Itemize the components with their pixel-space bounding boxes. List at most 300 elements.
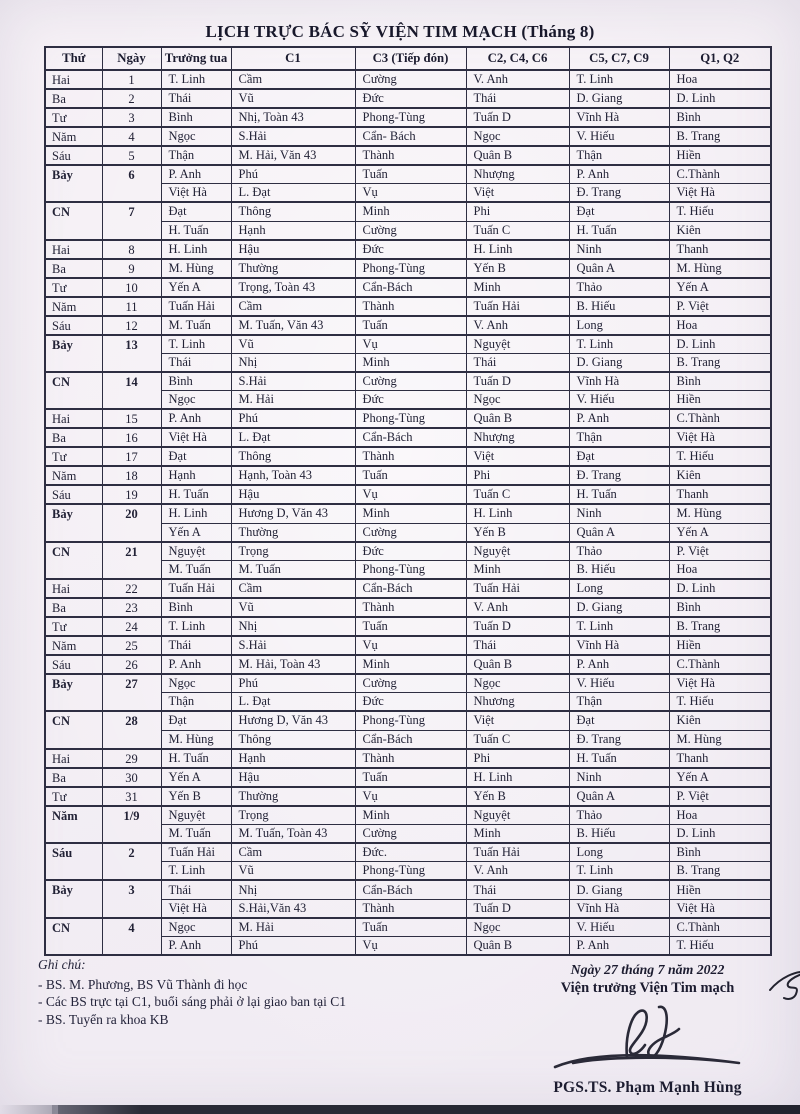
cell-ngay: 19 bbox=[102, 485, 161, 504]
table-body bbox=[45, 70, 771, 955]
cell-c5c7c9: H. Tuấn bbox=[569, 221, 669, 240]
cell-truong-tua: Đạt bbox=[161, 202, 231, 221]
cell-c3: Phong-Tùng bbox=[355, 259, 466, 278]
table-row bbox=[45, 127, 771, 146]
table-row bbox=[45, 918, 771, 937]
cell-ngay: 25 bbox=[102, 636, 161, 655]
cell-q1q2: Hiền bbox=[669, 146, 771, 165]
cell-q1q2: Yến A bbox=[669, 768, 771, 787]
cell-c5c7c9: P. Anh bbox=[569, 409, 669, 428]
cell-q1q2: Yến A bbox=[669, 523, 771, 542]
cell-c1: Hương D, Văn 43 bbox=[231, 711, 355, 730]
cell-c3: Vụ bbox=[355, 636, 466, 655]
cell-c5c7c9: Long bbox=[569, 316, 669, 335]
table-row bbox=[45, 409, 771, 428]
cell-c5c7c9: Đ. Trang bbox=[569, 730, 669, 749]
cell-q1q2: P. Việt bbox=[669, 787, 771, 806]
cell-ngay: 1 bbox=[102, 70, 161, 89]
cell-truong-tua: Ngọc bbox=[161, 674, 231, 693]
cell-c2c4c6: Tuấn Hải bbox=[466, 843, 569, 862]
cell-thu: Ba bbox=[45, 768, 102, 787]
cell-c5c7c9: Vĩnh Hà bbox=[569, 372, 669, 391]
cell-c1: Hạnh bbox=[231, 749, 355, 768]
cell-thu: Sáu bbox=[45, 146, 102, 165]
cell-c3: Cường bbox=[355, 824, 466, 843]
cell-c1: S.Hải bbox=[231, 127, 355, 146]
cell-q1q2: Thanh bbox=[669, 240, 771, 259]
cell-thu: Sáu bbox=[45, 485, 102, 504]
cell-ngay: 10 bbox=[102, 278, 161, 297]
cell-ngay: 4 bbox=[102, 918, 161, 955]
scan-edge-artifact bbox=[52, 1105, 800, 1114]
cell-c1: Hậu bbox=[231, 240, 355, 259]
cell-truong-tua: M. Tuấn bbox=[161, 316, 231, 335]
cell-truong-tua: Thận bbox=[161, 146, 231, 165]
cell-c1: Phú bbox=[231, 165, 355, 184]
cell-q1q2: Việt Hà bbox=[669, 899, 771, 918]
cell-c2c4c6: Việt bbox=[466, 447, 569, 466]
cell-q1q2: Kiên bbox=[669, 466, 771, 485]
table-row bbox=[45, 617, 771, 636]
cell-c5c7c9: Thận bbox=[569, 693, 669, 712]
cell-c2c4c6: Thái bbox=[466, 89, 569, 108]
cell-c2c4c6: Tuấn D bbox=[466, 108, 569, 127]
cell-q1q2: Hoa bbox=[669, 70, 771, 89]
cell-c3: Tuấn bbox=[355, 316, 466, 335]
table-row bbox=[45, 711, 771, 730]
cell-ngay: 16 bbox=[102, 428, 161, 447]
cell-c1: Cầm bbox=[231, 843, 355, 862]
cell-c1: Thường bbox=[231, 259, 355, 278]
cell-c2c4c6: V. Anh bbox=[466, 70, 569, 89]
cell-q1q2: Hiền bbox=[669, 636, 771, 655]
cell-truong-tua: Thái bbox=[161, 353, 231, 372]
column-header: Trưởng tua bbox=[161, 47, 231, 70]
cell-ngay: 2 bbox=[102, 843, 161, 880]
cell-c1: S.Hải,Văn 43 bbox=[231, 899, 355, 918]
cell-c3: Đức. bbox=[355, 843, 466, 862]
table-row bbox=[45, 466, 771, 485]
cell-q1q2: P. Việt bbox=[669, 542, 771, 561]
cell-c2c4c6: Tuấn C bbox=[466, 221, 569, 240]
page-title: LỊCH TRỰC BÁC SỸ VIỆN TIM MẠCH (Tháng 8) bbox=[205, 22, 595, 41]
cell-c2c4c6: Minh bbox=[466, 278, 569, 297]
cell-c2c4c6: Phi bbox=[466, 749, 569, 768]
cell-c2c4c6: Nhương bbox=[466, 693, 569, 712]
cell-c3: Minh bbox=[355, 353, 466, 372]
cell-thu: Bảy bbox=[45, 165, 102, 202]
cell-c2c4c6: Thái bbox=[466, 636, 569, 655]
cell-c3: Đức bbox=[355, 240, 466, 259]
cell-c3: Tuấn bbox=[355, 466, 466, 485]
table-row bbox=[45, 579, 771, 598]
table-row bbox=[45, 259, 771, 278]
signature-icon bbox=[543, 999, 753, 1077]
column-header: C1 bbox=[231, 47, 355, 70]
cell-truong-tua: P. Anh bbox=[161, 655, 231, 674]
cell-c5c7c9: Thảo bbox=[569, 542, 669, 561]
cell-c3: Tuấn bbox=[355, 918, 466, 937]
cell-truong-tua: Ngọc bbox=[161, 918, 231, 937]
cell-c5c7c9: H. Tuấn bbox=[569, 485, 669, 504]
cell-c2c4c6: Tuấn C bbox=[466, 730, 569, 749]
cell-c5c7c9: B. Hiếu bbox=[569, 824, 669, 843]
table-row bbox=[45, 485, 771, 504]
cell-ngay: 6 bbox=[102, 165, 161, 202]
table-row bbox=[45, 316, 771, 335]
cell-thu: Bảy bbox=[45, 335, 102, 372]
cell-c5c7c9: V. Hiếu bbox=[569, 918, 669, 937]
note-item: - Các BS trực tại C1, buổi sáng phải ở lại giao ban tại C1 bbox=[38, 993, 468, 1011]
cell-c3: Vụ bbox=[355, 787, 466, 806]
cell-thu: Năm bbox=[45, 297, 102, 316]
cell-c5c7c9: Đ. Trang bbox=[569, 184, 669, 203]
cell-c5c7c9: B. Hiếu bbox=[569, 297, 669, 316]
cell-c3: Minh bbox=[355, 806, 466, 825]
cell-ngay: 18 bbox=[102, 466, 161, 485]
table-row bbox=[45, 542, 771, 561]
table-row bbox=[45, 165, 771, 184]
table-row bbox=[45, 768, 771, 787]
cell-c1: Vũ bbox=[231, 862, 355, 881]
cell-truong-tua: Yến B bbox=[161, 787, 231, 806]
cell-thu: Tư bbox=[45, 447, 102, 466]
cell-truong-tua: H. Tuấn bbox=[161, 749, 231, 768]
cell-c2c4c6: Minh bbox=[466, 560, 569, 579]
cell-thu: Hai bbox=[45, 409, 102, 428]
cell-c5c7c9: D. Giang bbox=[569, 880, 669, 899]
cell-thu: Tư bbox=[45, 787, 102, 806]
cell-q1q2: Kiên bbox=[669, 711, 771, 730]
cell-c5c7c9: T. Linh bbox=[569, 70, 669, 89]
cell-c2c4c6: Nhượng bbox=[466, 428, 569, 447]
cell-q1q2: B. Trang bbox=[669, 617, 771, 636]
cell-q1q2: M. Hùng bbox=[669, 730, 771, 749]
cell-c1: Nhị, Toàn 43 bbox=[231, 108, 355, 127]
cell-q1q2: T. Hiếu bbox=[669, 693, 771, 712]
cell-c2c4c6: Ngọc bbox=[466, 674, 569, 693]
cell-thu: Tư bbox=[45, 278, 102, 297]
cell-c1: Phú bbox=[231, 409, 355, 428]
cell-ngay: 8 bbox=[102, 240, 161, 259]
notes-label: Ghi chú: bbox=[38, 957, 86, 972]
cell-c1: Trọng bbox=[231, 806, 355, 825]
cell-c1: Thông bbox=[231, 202, 355, 221]
cell-c1: Hậu bbox=[231, 485, 355, 504]
table-row bbox=[45, 335, 771, 354]
cell-c1: Vũ bbox=[231, 335, 355, 354]
cell-c3: Minh bbox=[355, 504, 466, 523]
cell-c3: Vụ bbox=[355, 936, 466, 955]
cell-thu: Năm bbox=[45, 466, 102, 485]
cell-c1: Thường bbox=[231, 787, 355, 806]
cell-c3: Tuấn bbox=[355, 165, 466, 184]
cell-c5c7c9: Thận bbox=[569, 428, 669, 447]
cell-c5c7c9: V. Hiếu bbox=[569, 674, 669, 693]
cell-c1: Vũ bbox=[231, 89, 355, 108]
cell-ngay: 29 bbox=[102, 749, 161, 768]
cell-c1: Nhị bbox=[231, 353, 355, 372]
notes-section bbox=[38, 956, 468, 1028]
cell-c3: Cẩn- Bách bbox=[355, 127, 466, 146]
cell-c5c7c9: Long bbox=[569, 579, 669, 598]
cell-c3: Thành bbox=[355, 447, 466, 466]
cell-thu: Ba bbox=[45, 428, 102, 447]
cell-c2c4c6: Phi bbox=[466, 466, 569, 485]
cell-c3: Phong-Tùng bbox=[355, 560, 466, 579]
table-row bbox=[45, 787, 771, 806]
cell-q1q2: T. Hiếu bbox=[669, 936, 771, 955]
cell-truong-tua: Tuấn Hải bbox=[161, 843, 231, 862]
cell-c2c4c6: Tuấn D bbox=[466, 617, 569, 636]
cell-c2c4c6: Việt bbox=[466, 711, 569, 730]
cell-c2c4c6: Quân B bbox=[466, 146, 569, 165]
column-header: C2, C4, C6 bbox=[466, 47, 569, 70]
cell-truong-tua: Ngọc bbox=[161, 391, 231, 410]
cell-thu: Hai bbox=[45, 240, 102, 259]
table-row bbox=[45, 70, 771, 89]
cell-c5c7c9: Long bbox=[569, 843, 669, 862]
cell-c2c4c6: V. Anh bbox=[466, 862, 569, 881]
cell-c3: Đức bbox=[355, 89, 466, 108]
cell-c3: Đức bbox=[355, 693, 466, 712]
cell-c3: Tuấn bbox=[355, 768, 466, 787]
notes-list bbox=[38, 976, 468, 1029]
cell-truong-tua: M. Hùng bbox=[161, 730, 231, 749]
cell-c5c7c9: Đạt bbox=[569, 202, 669, 221]
cell-c2c4c6: Tuấn D bbox=[466, 899, 569, 918]
table-row bbox=[45, 297, 771, 316]
cell-c2c4c6: Việt bbox=[466, 184, 569, 203]
cell-truong-tua: Việt Hà bbox=[161, 428, 231, 447]
cell-q1q2: Bình bbox=[669, 372, 771, 391]
cell-truong-tua: T. Linh bbox=[161, 335, 231, 354]
table-row bbox=[45, 447, 771, 466]
cell-c2c4c6: Minh bbox=[466, 824, 569, 843]
duty-schedule-table bbox=[44, 46, 772, 956]
cell-c2c4c6: Tuấn D bbox=[466, 372, 569, 391]
note-item: - BS. M. Phương, BS Vũ Thành đi học bbox=[38, 976, 468, 994]
cell-truong-tua: H. Tuấn bbox=[161, 221, 231, 240]
cell-c3: Thành bbox=[355, 297, 466, 316]
cell-truong-tua: Thận bbox=[161, 693, 231, 712]
cell-c2c4c6: Quân B bbox=[466, 409, 569, 428]
cell-thu: Bảy bbox=[45, 880, 102, 917]
cell-c3: Phong-Tùng bbox=[355, 711, 466, 730]
cell-c1: Nhị bbox=[231, 617, 355, 636]
table-header bbox=[45, 47, 771, 70]
cell-c5c7c9: Thảo bbox=[569, 806, 669, 825]
cell-c2c4c6: Ngọc bbox=[466, 918, 569, 937]
cell-c2c4c6: Nguyệt bbox=[466, 335, 569, 354]
cell-c5c7c9: T. Linh bbox=[569, 862, 669, 881]
cell-q1q2: Yến A bbox=[669, 278, 771, 297]
cell-q1q2: D. Linh bbox=[669, 335, 771, 354]
column-header: C5, C7, C9 bbox=[569, 47, 669, 70]
cell-c1: L. Đạt bbox=[231, 428, 355, 447]
cell-c3: Minh bbox=[355, 202, 466, 221]
cell-c3: Tuấn bbox=[355, 617, 466, 636]
cell-c1: Thông bbox=[231, 730, 355, 749]
cell-ngay: 12 bbox=[102, 316, 161, 335]
cell-c2c4c6: Tuấn Hải bbox=[466, 297, 569, 316]
cell-q1q2: D. Linh bbox=[669, 824, 771, 843]
cell-truong-tua: Yến A bbox=[161, 523, 231, 542]
cell-c5c7c9: Ninh bbox=[569, 504, 669, 523]
cell-truong-tua: Thái bbox=[161, 636, 231, 655]
cell-truong-tua: Ngọc bbox=[161, 127, 231, 146]
scan-corner-artifact bbox=[0, 1105, 58, 1114]
table-row bbox=[45, 428, 771, 447]
table-row bbox=[45, 108, 771, 127]
cell-q1q2: C.Thành bbox=[669, 409, 771, 428]
cell-ngay: 17 bbox=[102, 447, 161, 466]
cell-c1: Phú bbox=[231, 674, 355, 693]
cell-c5c7c9: T. Linh bbox=[569, 335, 669, 354]
cell-c2c4c6: V. Anh bbox=[466, 316, 569, 335]
cell-ngay: 26 bbox=[102, 655, 161, 674]
cell-truong-tua: Nguyệt bbox=[161, 806, 231, 825]
cell-truong-tua: Yến A bbox=[161, 278, 231, 297]
cell-c1: Trọng bbox=[231, 542, 355, 561]
cell-c5c7c9: Vĩnh Hà bbox=[569, 636, 669, 655]
cell-q1q2: Thanh bbox=[669, 485, 771, 504]
cell-c2c4c6: Nguyệt bbox=[466, 542, 569, 561]
cell-thu: Sáu bbox=[45, 316, 102, 335]
cell-c1: M. Hải bbox=[231, 391, 355, 410]
cell-thu: Ba bbox=[45, 89, 102, 108]
cell-ngay: 24 bbox=[102, 617, 161, 636]
cell-q1q2: C.Thành bbox=[669, 655, 771, 674]
cell-q1q2: C.Thành bbox=[669, 165, 771, 184]
cell-truong-tua: Thái bbox=[161, 880, 231, 899]
cell-q1q2: D. Linh bbox=[669, 89, 771, 108]
cell-truong-tua: Hạnh bbox=[161, 466, 231, 485]
cell-ngay: 3 bbox=[102, 108, 161, 127]
cell-truong-tua: M. Hùng bbox=[161, 259, 231, 278]
cell-q1q2: Hoa bbox=[669, 560, 771, 579]
cell-truong-tua: Thái bbox=[161, 89, 231, 108]
cell-ngay: 11 bbox=[102, 297, 161, 316]
cell-c5c7c9: P. Anh bbox=[569, 655, 669, 674]
cell-truong-tua: M. Tuấn bbox=[161, 560, 231, 579]
cell-c1: M. Tuấn, Toàn 43 bbox=[231, 824, 355, 843]
cell-c1: M. Tuấn, Văn 43 bbox=[231, 316, 355, 335]
cell-truong-tua: T. Linh bbox=[161, 617, 231, 636]
cell-thu: Hai bbox=[45, 70, 102, 89]
signature-name: PGS.TS. Phạm Mạnh Hùng bbox=[553, 1079, 742, 1096]
cell-c1: Thường bbox=[231, 523, 355, 542]
cell-c5c7c9: D. Giang bbox=[569, 89, 669, 108]
cell-c1: M. Tuấn bbox=[231, 560, 355, 579]
cell-truong-tua: M. Tuấn bbox=[161, 824, 231, 843]
cell-c5c7c9: T. Linh bbox=[569, 617, 669, 636]
header-row bbox=[45, 47, 771, 70]
cell-ngay: 20 bbox=[102, 504, 161, 541]
cell-c1: M. Hải, Toàn 43 bbox=[231, 655, 355, 674]
cell-q1q2: Kiên bbox=[669, 221, 771, 240]
cell-ngay: 22 bbox=[102, 579, 161, 598]
cell-c5c7c9: D. Giang bbox=[569, 353, 669, 372]
cell-thu: Hai bbox=[45, 749, 102, 768]
cell-q1q2: Hoa bbox=[669, 316, 771, 335]
cell-c2c4c6: Ngọc bbox=[466, 127, 569, 146]
cell-c1: Trọng, Toàn 43 bbox=[231, 278, 355, 297]
cell-c3: Minh bbox=[355, 655, 466, 674]
cell-c3: Cẩn-Bách bbox=[355, 579, 466, 598]
signature-block bbox=[505, 962, 790, 1097]
cell-thu: Năm bbox=[45, 636, 102, 655]
cell-c3: Phong-Tùng bbox=[355, 862, 466, 881]
cell-c3: Cẩn-Bách bbox=[355, 880, 466, 899]
cell-c2c4c6: H. Linh bbox=[466, 240, 569, 259]
note-item: - BS. Tuyển ra khoa KB bbox=[38, 1011, 468, 1029]
cell-c1: Hạnh, Toàn 43 bbox=[231, 466, 355, 485]
cell-truong-tua: Việt Hà bbox=[161, 899, 231, 918]
cell-q1q2: P. Việt bbox=[669, 297, 771, 316]
cell-c1: Cầm bbox=[231, 297, 355, 316]
cell-c3: Vụ bbox=[355, 335, 466, 354]
table-row bbox=[45, 880, 771, 899]
signature-role: Viện trưởng Viện Tim mạch bbox=[505, 980, 790, 997]
cell-c2c4c6: Thái bbox=[466, 353, 569, 372]
cell-ngay: 4 bbox=[102, 127, 161, 146]
cell-c1: Vũ bbox=[231, 598, 355, 617]
column-header: Ngày bbox=[102, 47, 161, 70]
cell-truong-tua: Đạt bbox=[161, 711, 231, 730]
cell-c3: Đức bbox=[355, 542, 466, 561]
cell-ngay: 14 bbox=[102, 372, 161, 409]
cell-c5c7c9: Quân A bbox=[569, 787, 669, 806]
table-row bbox=[45, 598, 771, 617]
cell-thu: Tư bbox=[45, 617, 102, 636]
cell-q1q2: C.Thành bbox=[669, 918, 771, 937]
table-row bbox=[45, 655, 771, 674]
cell-c3: Cẩn-Bách bbox=[355, 730, 466, 749]
cell-q1q2: Hiền bbox=[669, 880, 771, 899]
column-header: C3 (Tiếp đón) bbox=[355, 47, 466, 70]
cell-c5c7c9: Ninh bbox=[569, 768, 669, 787]
column-header: Thứ bbox=[45, 47, 102, 70]
cell-thu: Sáu bbox=[45, 655, 102, 674]
cell-c1: S.Hải bbox=[231, 636, 355, 655]
cell-c2c4c6: Yến B bbox=[466, 259, 569, 278]
cell-c1: Cầm bbox=[231, 579, 355, 598]
cell-q1q2: M. Hùng bbox=[669, 504, 771, 523]
cell-truong-tua: H. Linh bbox=[161, 504, 231, 523]
cell-c5c7c9: Đạt bbox=[569, 711, 669, 730]
cell-c1: L. Đạt bbox=[231, 184, 355, 203]
cell-truong-tua: Việt Hà bbox=[161, 184, 231, 203]
cell-q1q2: Bình bbox=[669, 843, 771, 862]
cell-q1q2: Thanh bbox=[669, 749, 771, 768]
table-row bbox=[45, 806, 771, 825]
table-row bbox=[45, 240, 771, 259]
table-row bbox=[45, 749, 771, 768]
cell-thu: CN bbox=[45, 918, 102, 955]
cell-thu: Năm bbox=[45, 127, 102, 146]
cell-q1q2: B. Trang bbox=[669, 353, 771, 372]
cell-truong-tua: Đạt bbox=[161, 447, 231, 466]
cell-c5c7c9: V. Hiếu bbox=[569, 127, 669, 146]
cell-q1q2: Hoa bbox=[669, 806, 771, 825]
cell-c3: Cẩn-Bách bbox=[355, 278, 466, 297]
cell-c5c7c9: B. Hiếu bbox=[569, 560, 669, 579]
cell-ngay: 30 bbox=[102, 768, 161, 787]
cell-c2c4c6: Tuấn Hải bbox=[466, 579, 569, 598]
cell-c5c7c9: D. Giang bbox=[569, 598, 669, 617]
cell-c5c7c9: Đ. Trang bbox=[569, 466, 669, 485]
